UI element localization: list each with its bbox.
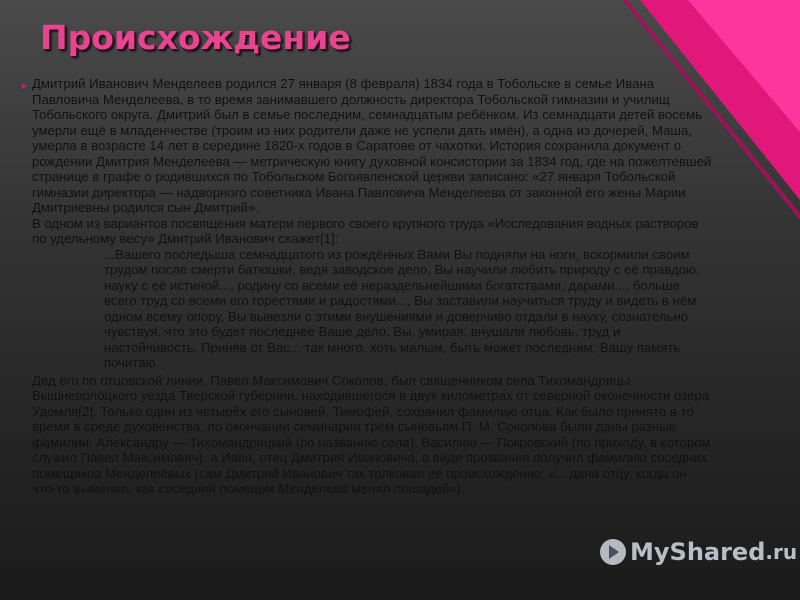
slide-title: Происхождение <box>40 18 351 57</box>
paragraph-quote: ...Вашего последыша семнадцатого из рождённых Вами Вы подняли на ноги, вскормили своим трудом после смерти батюшки, ведя заводское дело, Вы научили любить природу с её правдою, науку с её истиной..., родину со всеми её нераздельнейшими богатствами, дарами..., больше всего труд со всеми его горестями и радостями..., Вы заставили научиться труду и видеть в нём одном всему опору, Вы вывезли с этими внушениями и доверчиво отдали в науку, сознательно чувствуя, что это будет последнее Ваше дело. Вы, умирая, внушали любовь, труд и настойчивость. Приняв от Вас... так много, хоть малым, быть может последним, Вашу память почитаю. <box>104 246 700 370</box>
watermark-ext: .ru <box>765 540 798 564</box>
slide-body <box>32 76 714 497</box>
paragraph-dedication: В одном из вариантов посвящения матери первого своего крупного труда «Исследования водных растворов по удельному весу» Дмитрий Иванович скажет[1]: <box>32 215 699 246</box>
play-logo-icon <box>600 539 626 565</box>
paragraph-grandfather: Дед его по отцовской линии, Павел Максимович Соколов, был священником села Тихомандрицы Вышневолоцкого уезда Тверской губернии, находившегося в двух километрах от северной оконечности озера Удомля[2]. Только один из четырёх его сыновей, Тимофей, сохранил фамилию отца. Как было принято в то время в среде духовенства, по окончании семинарии трём сыновьям П. М. Соколова были даны разные фамилии: Александру — Тихомандрицкий (по названию села), Василию — Покровский (по приходу, в котором служил Павел Максимович), а Иван, отец Дмитрия Ивановича, в виде прозвания получил фамилию соседних помещиков Менделеевых (сам Дмитрий Иванович так толковал её происхождение: «…дана отцу, когда он что-то выменял, как соседний помещик Менделеев менял лошадей»). <box>32 372 711 496</box>
paragraph-birth: Дмитрий Иванович Менделеев родился 27 января (8 февраля) 1834 года в Тобольске в семье Ивана Павловича Менделеева, в то время занимавшего должность директора Тобольской гимназии и училищ Тобольского округа. Дмитрий был в семье последним, семнадцатым ребёнком. Из семнадцати детей восемь умерли ещё в младенчестве (троим из них родители даже не успели дать имён), а одна из дочерей, Маша, умерла в возрасте 14 лет в середине 1820-х годов в Саратове от чахотки. История сохранила документ о рождении Дмитрия Менделеева — метрическую книгу духовной консистории за 1834 год, где на пожелтевшей странице в графе о родившихся по Тобольском Богоявленской церкви записано: «27 января Тобольской гимназии директора — надворного советника Ивана Павловича Менделеева от законной его жены Марии Дмитриевны родился сын Дмитрий». <box>32 76 712 215</box>
arrow-bullet-icon: ➤ <box>20 81 28 91</box>
watermark-text: MyShared <box>630 538 766 566</box>
myshared-watermark <box>600 538 797 566</box>
